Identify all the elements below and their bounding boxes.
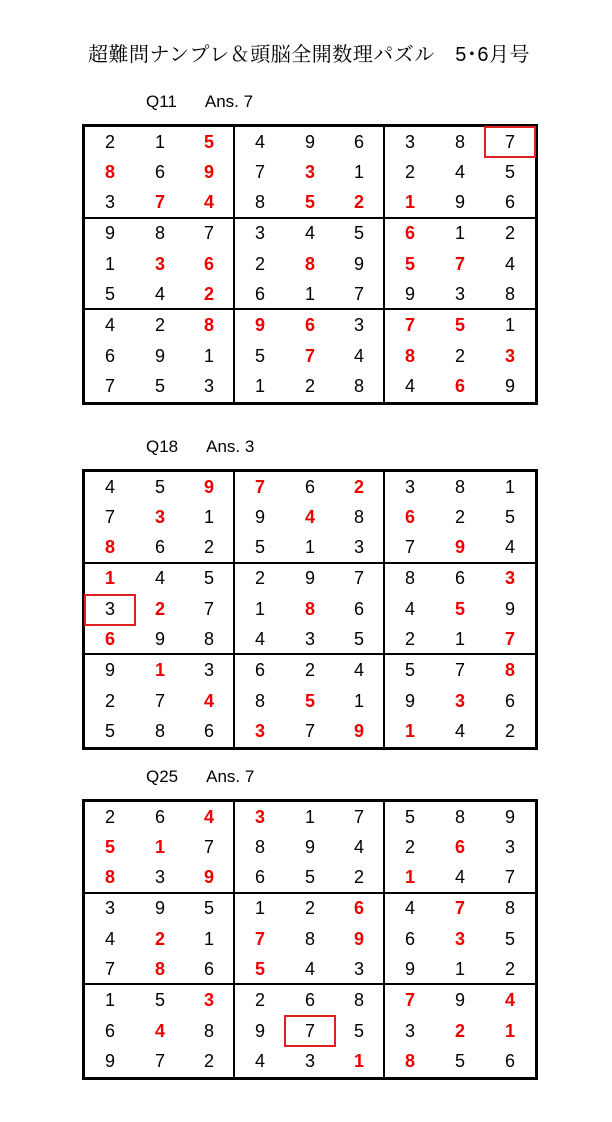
sudoku-cell: 5 <box>404 806 415 827</box>
sudoku-cell: 3 <box>135 863 185 894</box>
sudoku-cell: 7 <box>304 721 315 742</box>
sudoku-cell: 7 <box>454 253 465 274</box>
sudoku-cell: 1 <box>304 806 315 827</box>
sudoku-cell: 7 <box>304 345 315 366</box>
sudoku-cell: 1 <box>285 533 335 564</box>
sudoku-cell: 1 <box>435 625 485 656</box>
sudoku-cell: 6 <box>504 690 515 711</box>
sudoku-cell: 4 <box>104 928 115 949</box>
sudoku-cell: 1 <box>335 158 385 189</box>
sudoku-cell: 9 <box>185 472 235 503</box>
sudoku-cell: 1 <box>504 315 515 336</box>
sudoku-cell: 1 <box>104 253 115 274</box>
sudoku-cell: 4 <box>185 188 235 219</box>
sudoku-cell: 2 <box>254 253 265 274</box>
sudoku-cell: 1 <box>254 376 265 397</box>
sudoku-cell: 2 <box>104 690 115 711</box>
sudoku-cell: 5 <box>104 721 115 742</box>
sudoku-cell: 3 <box>504 345 515 366</box>
answer-highlight-box <box>284 1015 336 1047</box>
sudoku-cell: 5 <box>85 280 135 311</box>
sudoku-cell: 5 <box>335 1016 385 1047</box>
sudoku-cell: 4 <box>454 162 465 183</box>
sudoku-cell: 3 <box>504 837 515 858</box>
sudoku-cell: 8 <box>335 985 385 1016</box>
puzzle-label: Q18 <box>146 437 179 456</box>
sudoku-cell: 9 <box>385 280 435 311</box>
sudoku-cell: 9 <box>404 690 415 711</box>
sudoku-cell: 9 <box>254 507 265 528</box>
sudoku-cell: 4 <box>404 376 415 397</box>
sudoku-cell: 6 <box>454 837 465 858</box>
puzzle-answer: Ans. 7 <box>206 767 255 786</box>
sudoku-cell: 2 <box>304 898 315 919</box>
answer-highlight-box <box>84 594 136 626</box>
sudoku-cell: 9 <box>504 598 515 619</box>
sudoku-cell: 8 <box>154 721 165 742</box>
sudoku-cell: 2 <box>154 315 165 336</box>
sudoku-cell: 9 <box>304 837 315 858</box>
sudoku-cell: 8 <box>404 345 415 366</box>
sudoku-cell: 2 <box>185 280 235 311</box>
sudoku-cell: 7 <box>335 564 385 595</box>
sudoku-cell: 4 <box>154 1020 165 1041</box>
sudoku-cell: 7 <box>335 280 385 311</box>
sudoku-cell: 6 <box>485 188 535 219</box>
sudoku-cell: 3 <box>304 162 315 183</box>
sudoku-cell: 4 <box>335 655 385 686</box>
sudoku-cell: 2 <box>454 345 465 366</box>
sudoku-cell: 9 <box>454 990 465 1011</box>
answer-highlight-box <box>484 126 536 158</box>
sudoku-cell: 3 <box>85 188 135 219</box>
sudoku-cell: 9 <box>254 1020 265 1041</box>
sudoku-cell: 6 <box>335 894 385 925</box>
sudoku-cell: 9 <box>335 716 385 747</box>
sudoku-cell: 3 <box>254 223 265 244</box>
sudoku-cell: 7 <box>185 594 235 625</box>
sudoku-cell: 1 <box>185 924 235 955</box>
sudoku-cell: 2 <box>404 162 415 183</box>
sudoku-cell: 4 <box>304 223 315 244</box>
sudoku-cell: 4 <box>254 131 265 152</box>
sudoku-cell: 5 <box>504 928 515 949</box>
sudoku-cell: 5 <box>104 837 115 858</box>
sudoku-cell: 6 <box>304 315 315 336</box>
sudoku-cell: 7 <box>254 162 265 183</box>
sudoku-cell: 5 <box>235 533 285 564</box>
sudoku-cell: 1 <box>435 955 485 986</box>
sudoku-cell: 8 <box>185 1016 235 1047</box>
sudoku-cell: 5 <box>154 476 165 497</box>
sudoku-cell: 5 <box>454 315 465 336</box>
sudoku-cell: 4 <box>304 507 315 528</box>
sudoku-cell: 3 <box>435 280 485 311</box>
sudoku-cell: 3 <box>185 371 235 402</box>
sudoku-cell: 3 <box>154 507 165 528</box>
sudoku-cell: 5 <box>504 507 515 528</box>
sudoku-cell: 8 <box>154 223 165 244</box>
sudoku-cell: 3 <box>254 806 265 827</box>
sudoku-cell: 8 <box>454 476 465 497</box>
sudoku-cell: 2 <box>485 955 535 986</box>
sudoku-cell: 9 <box>504 376 515 397</box>
sudoku-cell: 4 <box>335 833 385 864</box>
sudoku-cell: 4 <box>285 955 335 986</box>
sudoku-cell: 7 <box>485 863 535 894</box>
sudoku-cell: 1 <box>154 131 165 152</box>
sudoku-cell: 2 <box>185 533 235 564</box>
sudoku-grid <box>82 469 538 750</box>
sudoku-cell: 9 <box>304 568 315 589</box>
sudoku-cell: 6 <box>335 594 385 625</box>
sudoku-cell: 9 <box>154 898 165 919</box>
sudoku-cell: 5 <box>285 188 335 219</box>
sudoku-cell: 5 <box>454 1051 465 1072</box>
sudoku-cell: 2 <box>185 1046 235 1077</box>
sudoku-cell: 6 <box>185 955 235 986</box>
sudoku-cell: 2 <box>254 990 265 1011</box>
sudoku-cell: 3 <box>335 533 385 564</box>
sudoku-cell: 3 <box>335 310 385 341</box>
sudoku-cell: 7 <box>485 625 535 656</box>
sudoku-cell: 2 <box>504 721 515 742</box>
sudoku-cell: 5 <box>254 345 265 366</box>
sudoku-cell: 7 <box>454 898 465 919</box>
sudoku-cell: 9 <box>385 955 435 986</box>
sudoku-cell: 1 <box>504 476 515 497</box>
sudoku-cell: 7 <box>404 315 415 336</box>
sudoku-cell: 8 <box>404 568 415 589</box>
sudoku-cell: 7 <box>335 802 385 833</box>
sudoku-cell: 8 <box>104 162 115 183</box>
puzzle-caption <box>146 767 254 787</box>
sudoku-cell: 9 <box>435 188 485 219</box>
sudoku-cell: 6 <box>304 476 315 497</box>
sudoku-cell: 3 <box>304 1051 315 1072</box>
sudoku-cell: 5 <box>235 955 285 986</box>
sudoku-cell: 4 <box>104 315 115 336</box>
sudoku-cell: 6 <box>235 280 285 311</box>
sudoku-cell: 7 <box>254 476 265 497</box>
sudoku-cell: 3 <box>185 655 235 686</box>
sudoku-cell: 2 <box>154 928 165 949</box>
sudoku-cell: 2 <box>104 806 115 827</box>
sudoku-cell: 5 <box>304 690 315 711</box>
sudoku-cell: 4 <box>154 568 165 589</box>
sudoku-cell: 7 <box>154 690 165 711</box>
sudoku-cell: 2 <box>335 472 385 503</box>
sudoku-cell: 6 <box>254 660 265 681</box>
sudoku-cell: 6 <box>335 127 385 158</box>
sudoku-cell: 3 <box>285 625 335 656</box>
sudoku-cell: 7 <box>154 1051 165 1072</box>
sudoku-cell: 2 <box>504 223 515 244</box>
sudoku-cell: 2 <box>404 837 415 858</box>
sudoku-cell: 2 <box>335 188 385 219</box>
sudoku-cell: 5 <box>404 253 415 274</box>
sudoku-cell: 9 <box>435 533 485 564</box>
sudoku-cell: 6 <box>454 568 465 589</box>
sudoku-cell: 5 <box>335 625 385 656</box>
sudoku-cell: 8 <box>304 598 315 619</box>
sudoku-cell: 7 <box>454 660 465 681</box>
sudoku-cell: 3 <box>185 985 235 1016</box>
puzzle-label: Q11 <box>146 92 177 111</box>
sudoku-cell: 8 <box>304 253 315 274</box>
sudoku-cell: 8 <box>335 503 385 534</box>
sudoku-cell: 4 <box>504 253 515 274</box>
sudoku-cell: 2 <box>304 376 315 397</box>
puzzle-answer: Ans. 7 <box>204 92 254 111</box>
sudoku-cell: 2 <box>335 863 385 894</box>
sudoku-cell: 9 <box>135 625 185 656</box>
sudoku-cell: 1 <box>185 503 235 534</box>
sudoku-cell: 7 <box>104 376 115 397</box>
sudoku-cell: 8 <box>254 690 265 711</box>
sudoku-cell: 6 <box>404 928 415 949</box>
sudoku-cell: 3 <box>154 253 165 274</box>
sudoku-cell: 3 <box>254 721 265 742</box>
sudoku-cell: 3 <box>335 955 385 986</box>
sudoku-cell: 3 <box>404 131 415 152</box>
sudoku-cell: 1 <box>454 223 465 244</box>
sudoku-cell: 7 <box>504 131 515 152</box>
sudoku-cell: 9 <box>104 223 115 244</box>
sudoku-cell: 8 <box>335 371 385 402</box>
sudoku-cell: 2 <box>454 1020 465 1041</box>
sudoku-cell: 6 <box>104 345 115 366</box>
sudoku-cell: 1 <box>154 660 165 681</box>
sudoku-cell: 2 <box>454 507 465 528</box>
sudoku-cell: 6 <box>85 625 135 656</box>
sudoku-cell: 7 <box>104 507 115 528</box>
sudoku-grid <box>82 124 538 405</box>
sudoku-cell: 1 <box>254 898 265 919</box>
page-title: 超難問ナンプレ＆頭脳全開数理パズル 5･6月号 <box>88 44 530 66</box>
sudoku-cell: 8 <box>304 928 315 949</box>
sudoku-cell: 9 <box>185 863 235 894</box>
sudoku-cell: 9 <box>504 806 515 827</box>
sudoku-cell: 5 <box>185 564 235 595</box>
sudoku-cell: 9 <box>335 249 385 280</box>
sudoku-cell: 9 <box>104 660 115 681</box>
sudoku-cell: 9 <box>254 315 265 336</box>
sudoku-cell: 4 <box>135 280 185 311</box>
sudoku-cell: 6 <box>185 716 235 747</box>
sudoku-cell: 5 <box>335 219 385 250</box>
sudoku-cell: 2 <box>304 660 315 681</box>
sudoku-cell: 4 <box>104 476 115 497</box>
sudoku-cell: 8 <box>504 660 515 681</box>
sudoku-cell: 8 <box>254 837 265 858</box>
sudoku-cell: 7 <box>385 533 435 564</box>
sudoku-cell: 3 <box>504 568 515 589</box>
sudoku-cell: 4 <box>335 341 385 372</box>
sudoku-cell: 5 <box>454 598 465 619</box>
sudoku-cell: 9 <box>185 158 235 189</box>
puzzle-answer: Ans. 3 <box>206 437 255 456</box>
sudoku-cell: 1 <box>154 837 165 858</box>
sudoku-cell: 8 <box>185 625 235 656</box>
sudoku-cell: 3 <box>404 1020 415 1041</box>
sudoku-cell: 9 <box>154 345 165 366</box>
sudoku-cell: 4 <box>504 990 515 1011</box>
puzzle-caption <box>146 437 254 457</box>
sudoku-cell: 8 <box>485 280 535 311</box>
sudoku-cell: 3 <box>454 690 465 711</box>
sudoku-cell: 7 <box>185 219 235 250</box>
sudoku-cell: 6 <box>454 376 465 397</box>
sudoku-cell: 6 <box>404 223 415 244</box>
sudoku-cell: 8 <box>454 806 465 827</box>
sudoku-cell: 6 <box>154 806 165 827</box>
sudoku-cell: 7 <box>304 1020 315 1041</box>
sudoku-cell: 4 <box>185 802 235 833</box>
sudoku-cell: 6 <box>135 533 185 564</box>
sudoku-cell: 6 <box>185 249 235 280</box>
sudoku-cell: 6 <box>235 863 285 894</box>
sudoku-cell: 4 <box>404 898 415 919</box>
sudoku-cell: 9 <box>104 1051 115 1072</box>
sudoku-cell: 4 <box>404 598 415 619</box>
sudoku-cell: 8 <box>454 131 465 152</box>
sudoku-cell: 4 <box>485 533 535 564</box>
sudoku-cell: 8 <box>504 898 515 919</box>
sudoku-cell: 6 <box>304 990 315 1011</box>
sudoku-cell: 5 <box>504 162 515 183</box>
sudoku-cell: 3 <box>104 598 115 619</box>
sudoku-cell: 6 <box>404 507 415 528</box>
sudoku-cell: 7 <box>404 990 415 1011</box>
sudoku-cell: 4 <box>435 863 485 894</box>
sudoku-cell: 2 <box>104 131 115 152</box>
sudoku-cell: 8 <box>185 310 235 341</box>
sudoku-cell: 6 <box>154 162 165 183</box>
sudoku-cell: 5 <box>185 894 235 925</box>
sudoku-cell: 1 <box>385 188 435 219</box>
sudoku-cell: 2 <box>385 625 435 656</box>
sudoku-cell: 8 <box>235 188 285 219</box>
sudoku-cell: 3 <box>454 928 465 949</box>
sudoku-cell: 8 <box>85 533 135 564</box>
sudoku-cell: 7 <box>185 833 235 864</box>
sudoku-cell: 8 <box>135 955 185 986</box>
sudoku-cell: 2 <box>254 568 265 589</box>
sudoku-cell: 7 <box>254 928 265 949</box>
sudoku-cell: 1 <box>185 341 235 372</box>
sudoku-cell: 3 <box>404 476 415 497</box>
sudoku-cell: 1 <box>504 1020 515 1041</box>
sudoku-cell: 7 <box>85 955 135 986</box>
sudoku-cell: 7 <box>135 188 185 219</box>
sudoku-cell: 5 <box>285 863 335 894</box>
sudoku-cell: 2 <box>154 598 165 619</box>
sudoku-cell: 3 <box>104 898 115 919</box>
sudoku-cell: 1 <box>104 568 115 589</box>
sudoku-cell: 1 <box>104 990 115 1011</box>
sudoku-cell: 4 <box>254 1051 265 1072</box>
sudoku-cell: 6 <box>504 1051 515 1072</box>
sudoku-cell: 1 <box>404 721 415 742</box>
sudoku-cell: 4 <box>185 686 235 717</box>
sudoku-cell: 5 <box>404 660 415 681</box>
sudoku-cell: 9 <box>335 924 385 955</box>
puzzle-label: Q25 <box>146 767 179 786</box>
sudoku-cell: 1 <box>335 1046 385 1077</box>
sudoku-cell: 5 <box>185 127 235 158</box>
sudoku-cell: 8 <box>85 863 135 894</box>
sudoku-cell: 9 <box>304 131 315 152</box>
sudoku-cell: 1 <box>335 686 385 717</box>
sudoku-cell: 4 <box>454 721 465 742</box>
sudoku-cell: 6 <box>104 1020 115 1041</box>
sudoku-cell: 5 <box>154 990 165 1011</box>
sudoku-cell: 1 <box>285 280 335 311</box>
sudoku-cell: 5 <box>154 376 165 397</box>
sudoku-cell: 1 <box>385 863 435 894</box>
sudoku-cell: 8 <box>404 1051 415 1072</box>
sudoku-cell: 4 <box>235 625 285 656</box>
puzzle-caption <box>146 92 253 112</box>
sudoku-cell: 1 <box>254 598 265 619</box>
